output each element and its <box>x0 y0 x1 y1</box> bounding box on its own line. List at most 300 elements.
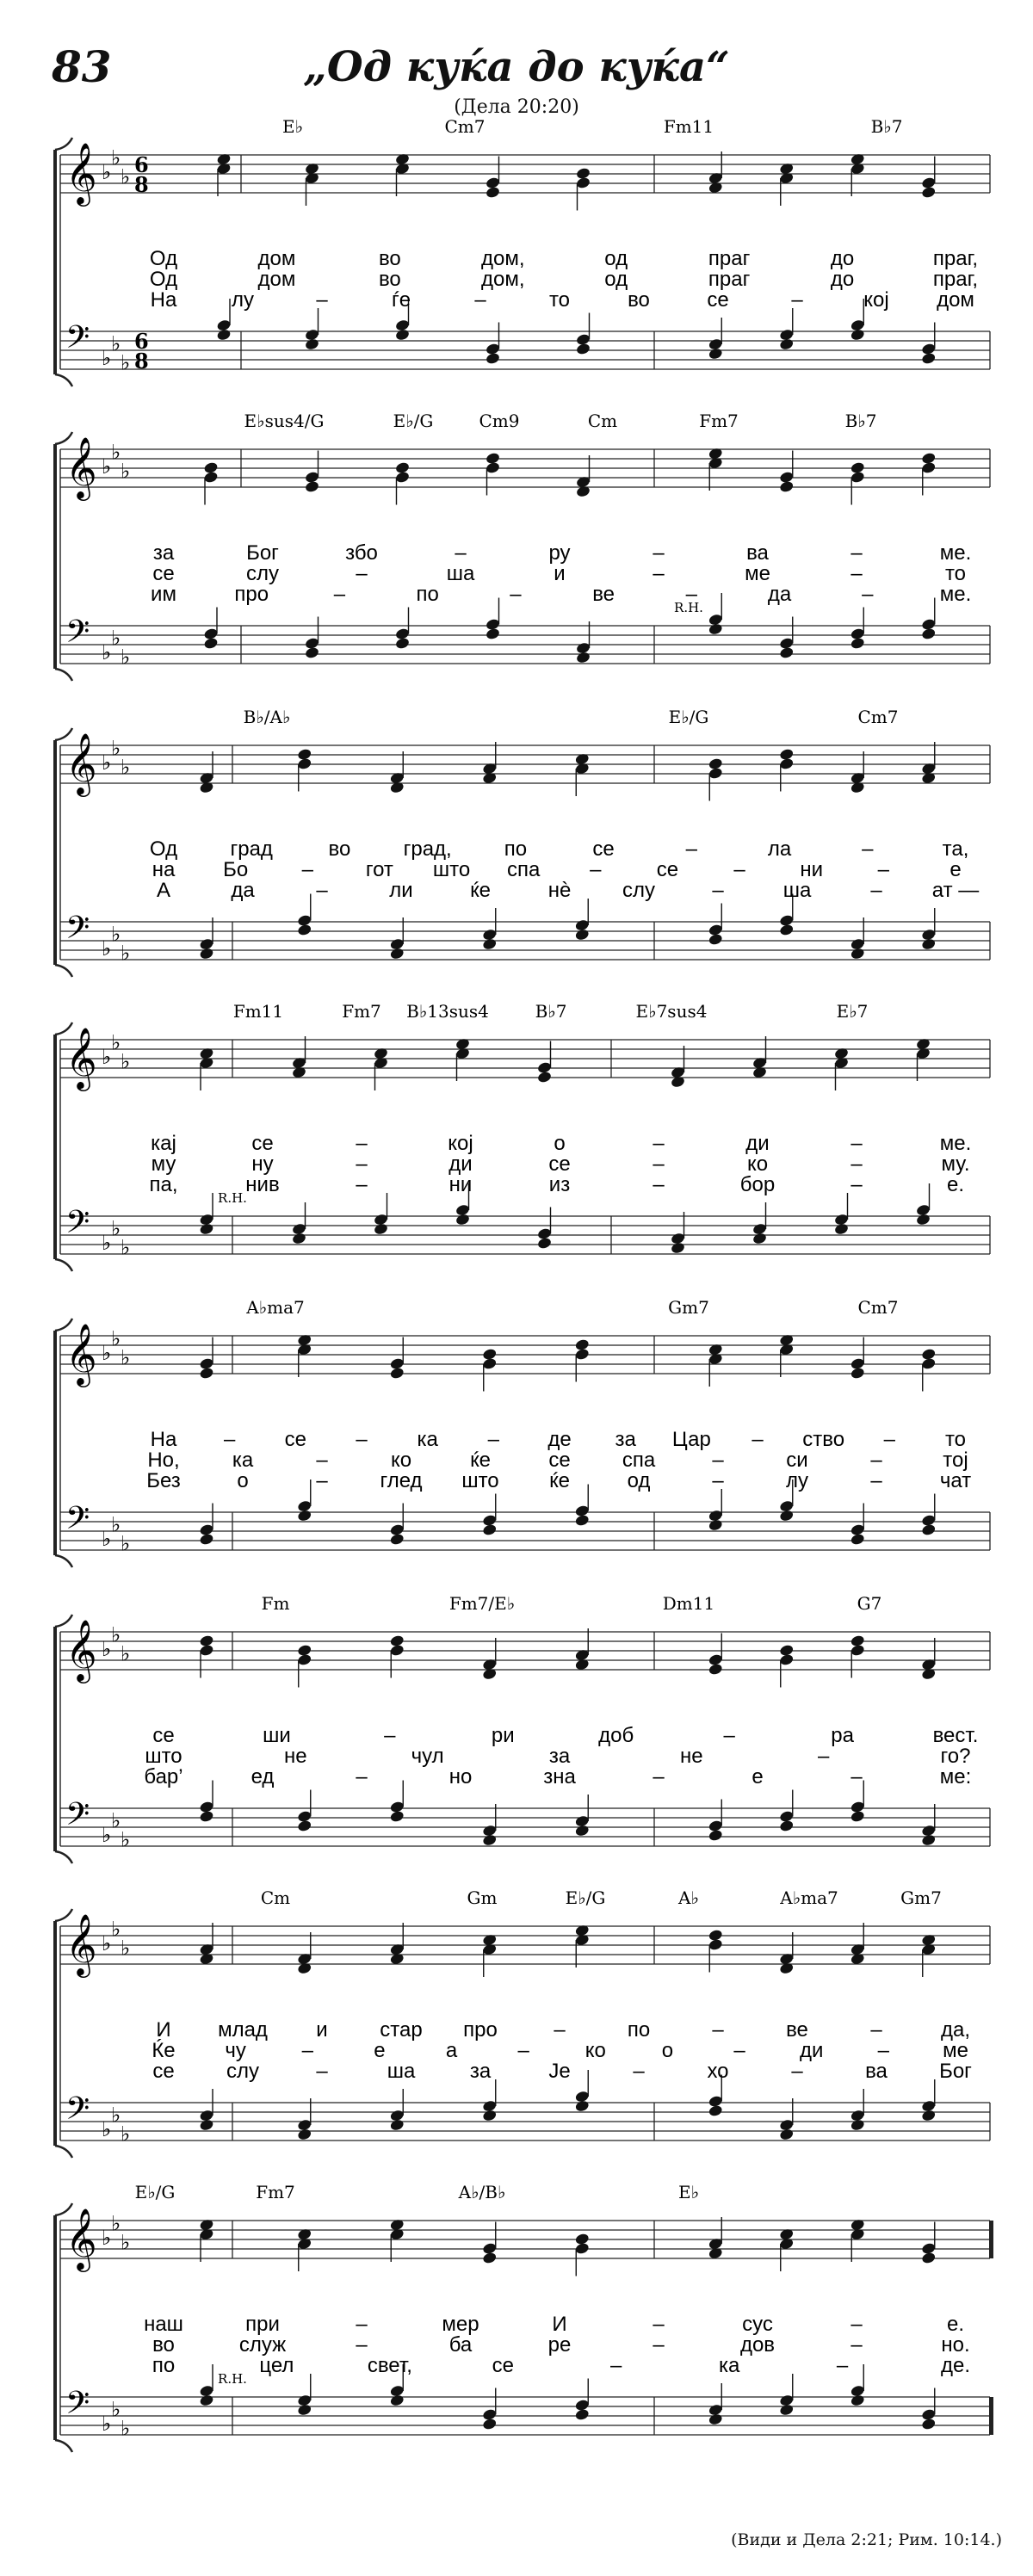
chord-symbol: Cm9 <box>479 411 520 431</box>
treble-notes <box>199 2217 937 2276</box>
lyric-syllable: град, <box>403 837 452 861</box>
lyric-syllable: про <box>234 583 269 606</box>
lyric-syllable: ни <box>800 858 824 881</box>
lyric-syllable: – <box>712 879 724 902</box>
lyric-syllable: ши <box>263 1724 291 1747</box>
lyric-syllable: дом, <box>481 268 525 291</box>
chord-symbol: Cm7 <box>444 116 486 137</box>
lyric-syllable: дов <box>739 2333 776 2357</box>
lyric-syllable: – <box>877 858 890 881</box>
treble-notes <box>199 1628 937 1688</box>
lyric-syllable: – <box>356 2333 368 2357</box>
flat-icon: ♭ <box>121 755 131 780</box>
treble-notes <box>216 151 937 211</box>
lyric-syllable: ди <box>448 1152 473 1176</box>
note-head <box>574 2233 590 2246</box>
lyric-syllable: при <box>245 2313 280 2336</box>
lyric-syllable: Бог <box>246 541 279 565</box>
treble-clef-icon: 𝄞 <box>65 1912 97 1975</box>
chord-symbol: Cm <box>260 1887 291 1908</box>
flat-icon: ♭ <box>121 459 131 484</box>
lyric-syllable: глед <box>380 1469 423 1492</box>
note-head <box>850 1634 865 1647</box>
chord-symbol: Gm7 <box>668 1297 709 1318</box>
note-head <box>305 328 320 341</box>
lyric-syllable: – <box>851 2313 863 2336</box>
note-head <box>779 1499 795 1512</box>
lyric-syllable: им <box>151 583 176 606</box>
lyric-syllable: А <box>156 879 171 902</box>
lyric-syllable: – <box>316 2060 328 2083</box>
lyric-syllable: – <box>510 583 522 606</box>
note-head <box>374 1213 389 1226</box>
lyric-syllable: нѐ <box>547 879 572 902</box>
chord-symbol: B♭/A♭ <box>243 707 291 727</box>
note-head <box>779 914 795 927</box>
flat-icon: ♭ <box>102 936 112 961</box>
lyric-syllable: слу <box>245 562 280 585</box>
chord-symbol: E♭7 <box>836 1001 869 1022</box>
flat-icon: ♭ <box>111 1512 121 1537</box>
lyric-syllable: бар’ <box>144 1765 183 1788</box>
note-head <box>574 1338 590 1351</box>
lyric-syllable: ба <box>448 2333 473 2357</box>
note-head <box>203 461 219 474</box>
chord-symbol: A♭ma7 <box>246 1297 305 1318</box>
lyric-syllable: – <box>487 1428 500 1451</box>
chord-symbol: Fm <box>261 1593 290 1614</box>
treble-staff <box>60 141 990 207</box>
note-head <box>850 627 865 640</box>
chord-symbol: E♭/G <box>393 411 434 431</box>
lyric-syllable: доб <box>598 1724 634 1747</box>
note-head <box>389 2384 405 2397</box>
note-head <box>389 2109 405 2122</box>
lyric-syllable: ме: <box>939 1765 972 1788</box>
lyric-syllable: Бо <box>223 858 249 881</box>
lyric-syllable: – <box>554 2018 566 2042</box>
chord-symbol: E♭ <box>677 2182 700 2202</box>
lyric-syllable: кој <box>448 1132 473 1155</box>
lyric-syllable: – <box>883 1428 896 1451</box>
lyric-syllable: то <box>548 288 571 312</box>
note-head <box>389 1634 405 1647</box>
chord-symbol: Gm <box>467 1887 498 1908</box>
note-head <box>916 1203 931 1216</box>
lyric-syllable: – <box>851 2333 863 2357</box>
note-head <box>574 1504 590 1517</box>
lyric-syllable: во <box>152 2333 175 2357</box>
bracket-hook <box>55 2440 72 2452</box>
lyric-syllable: е <box>752 1765 764 1788</box>
lyric-syllable: но <box>448 1765 473 1788</box>
lyric-syllable: свет, <box>367 2354 412 2377</box>
lyric-syllable: Је <box>548 2060 571 2083</box>
chord-symbol: Gm7 <box>900 1887 942 1908</box>
lyric-syllable: ра <box>831 1724 854 1747</box>
note-head <box>921 2242 937 2255</box>
lyric-syllable: спа <box>622 1449 656 1472</box>
bass-clef-icon: 𝄢 <box>65 1796 90 1840</box>
note-head <box>486 618 501 631</box>
lyric-syllable: млад <box>218 2018 268 2042</box>
note-head <box>671 1232 686 1245</box>
lyric-syllable: се <box>592 837 615 861</box>
lyric-syllable: но. <box>941 2333 970 2357</box>
treble-notes <box>199 742 937 801</box>
lyric-syllable: е. <box>946 2313 965 2336</box>
note-head <box>199 1523 214 1536</box>
flat-icon: ♭ <box>102 1341 112 1365</box>
flat-icon: ♭ <box>111 626 121 651</box>
lyric-syllable: – <box>590 858 602 881</box>
lyric-syllable: што <box>461 1469 499 1492</box>
chord-symbol: Fm7 <box>256 2182 295 2202</box>
chord-symbol: Cm7 <box>857 707 899 727</box>
flat-icon: ♭ <box>111 145 121 170</box>
lyric-syllable: се <box>707 288 729 312</box>
note-head <box>574 2090 590 2103</box>
bracket-hook <box>55 374 72 386</box>
lyric-syllable: ко <box>390 1449 412 1472</box>
scripture-reference: (Дела 20:20) <box>454 96 579 118</box>
lyric-syllable: – <box>356 1428 368 1451</box>
lyric-syllable: хо <box>707 2060 729 2083</box>
lyric-syllable: – <box>870 2018 882 2042</box>
lyric-syllable: – <box>817 1745 830 1768</box>
lyric-syllable: – <box>851 1132 863 1155</box>
lyric-syllable: ва <box>746 541 769 565</box>
flat-icon: ♭ <box>121 941 131 966</box>
lyric-syllable: – <box>653 1152 665 1176</box>
flat-icon: ♭ <box>102 454 112 479</box>
lyric-syllable: из <box>548 1173 571 1196</box>
lyric-syllable: до <box>830 247 855 270</box>
note-head <box>297 1499 312 1512</box>
time-signature-top: 6 <box>134 329 149 354</box>
treble-staff <box>60 1912 990 1978</box>
lyric-syllable: – <box>316 1469 328 1492</box>
lyric-syllable: Цар <box>671 1428 711 1451</box>
lyric-syllable: И <box>156 2018 171 2042</box>
note-head <box>708 2095 723 2108</box>
lyric-syllable: – <box>870 1449 882 1472</box>
note-head <box>921 1514 937 1527</box>
note-head <box>921 1824 937 1837</box>
note-head <box>305 471 320 484</box>
lyric-syllable: за <box>152 541 175 565</box>
lyric-syllable: – <box>870 1469 882 1492</box>
lyric-syllable: ат — <box>931 879 980 902</box>
bass-clef-icon: 𝄢 <box>65 2091 90 2134</box>
lyric-syllable: му. <box>941 1152 970 1176</box>
note-head <box>199 2384 214 2397</box>
flat-icon: ♭ <box>111 1917 121 1942</box>
note-head <box>576 333 591 346</box>
lyric-syllable: ни <box>448 1173 473 1196</box>
lyric-syllable: Од <box>149 268 178 291</box>
flat-icon: ♭ <box>121 1641 131 1666</box>
lyric-syllable: ва <box>865 2060 888 2083</box>
lyric-syllable: не <box>680 1745 703 1768</box>
lyric-syllable: – <box>851 1765 863 1788</box>
lyric-syllable: се <box>251 1132 274 1155</box>
lyric-syllable: слу <box>622 879 656 902</box>
flat-icon: ♭ <box>121 1936 131 1961</box>
chord-symbol: Fm11 <box>232 1001 284 1022</box>
lyric-syllable: ме <box>943 2039 968 2062</box>
chord-symbol: A♭ma7 <box>780 1887 838 1908</box>
lyric-syllable: – <box>653 541 665 565</box>
flat-icon: ♭ <box>111 736 121 761</box>
flat-icon: ♭ <box>111 1030 121 1055</box>
treble-staff <box>60 732 990 797</box>
note-head <box>297 2118 312 2131</box>
note-head <box>199 1357 214 1370</box>
note-head <box>708 1819 723 1832</box>
note-head <box>199 937 214 950</box>
chord-symbol: Fm7/E♭ <box>448 1593 516 1614</box>
note-head <box>482 1824 498 1837</box>
bass-staff <box>60 319 990 375</box>
lyric-syllable: На <box>150 288 177 312</box>
lyric-syllable: – <box>685 837 698 861</box>
note-head <box>921 618 937 631</box>
lyric-syllable: што <box>432 858 471 881</box>
note-head <box>389 1523 405 1536</box>
lyric-syllable: ре <box>547 2333 572 2357</box>
treble-clef-icon: 𝄞 <box>65 436 97 498</box>
bass-clef-icon: 𝄢 <box>65 319 90 363</box>
note-head <box>482 2099 498 2112</box>
lyric-syllable: Бог <box>939 2060 972 2083</box>
lyric-syllable: праг <box>708 268 751 291</box>
lyric-syllable: – <box>851 1152 863 1176</box>
lyric-syllable: зна <box>543 1765 576 1788</box>
chord-symbol: B♭13sus4 <box>406 1001 489 1022</box>
note-head <box>779 748 795 761</box>
note-head <box>850 1523 865 1536</box>
lyric-syllable: – <box>752 1428 764 1451</box>
note-head <box>574 918 590 931</box>
lyric-syllable: – <box>356 2313 368 2336</box>
note-head <box>708 1929 723 1942</box>
footnote: (Види и Дела 2:21; Рим. 10:14.) <box>731 2530 1002 2549</box>
lyric-syllable: и <box>554 562 566 585</box>
lyric-syllable: за <box>548 1745 571 1768</box>
bass-staff <box>60 1204 990 1260</box>
chord-symbol: Cm <box>587 411 618 431</box>
lyric-syllable: ме. <box>939 583 972 606</box>
bass-staff <box>60 1796 990 1852</box>
time-signature-bottom: 8 <box>134 349 149 374</box>
lyric-syllable: во <box>328 837 351 861</box>
treble-clef-icon: 𝄞 <box>65 1026 97 1089</box>
note-head <box>574 2399 590 2412</box>
lyric-syllable: тој <box>943 1449 968 1472</box>
note-head <box>850 2109 865 2122</box>
lyric-syllable: ша <box>446 562 475 585</box>
lyric-syllable: се <box>656 858 679 881</box>
note-head <box>708 613 723 626</box>
chord-symbol: B♭7 <box>870 116 903 137</box>
lyric-syllable: ед <box>251 1765 275 1788</box>
lyric-syllable: се <box>284 1428 307 1451</box>
treble-notes <box>203 447 937 504</box>
lyric-syllable: ве <box>786 2018 808 2042</box>
lyric-syllable: – <box>712 1469 724 1492</box>
lyric-syllable: – <box>653 1765 665 1788</box>
lyric-syllable: – <box>851 541 863 565</box>
lyric-syllable: се <box>548 1449 571 1472</box>
flat-icon: ♭ <box>121 1531 131 1556</box>
right-hand-mark: R.H. <box>674 600 703 615</box>
lyric-syllable: нив <box>245 1173 280 1196</box>
lyric-syllable: збо <box>345 541 378 565</box>
chord-symbol: E♭/G <box>134 2182 176 2202</box>
flat-icon: ♭ <box>121 645 131 670</box>
lyric-syllable: од <box>604 268 628 291</box>
chord-symbol: E♭7sus4 <box>635 1001 708 1022</box>
time-signature-top: 6 <box>134 152 149 177</box>
lyric-syllable: – <box>870 879 882 902</box>
flat-icon: ♭ <box>111 440 121 465</box>
chord-symbol: Fm11 <box>663 116 714 137</box>
bass-notes <box>199 2364 937 2431</box>
lyric-syllable: праг, <box>932 247 979 270</box>
lyric-syllable: праг, <box>932 268 979 291</box>
lyric-syllable: – <box>356 1173 368 1196</box>
chord-symbol: E♭ <box>281 116 304 137</box>
bracket-hook <box>55 1259 72 1271</box>
chord-symbol: G7 <box>857 1593 882 1614</box>
bracket-hook <box>55 669 72 681</box>
note-head <box>850 937 865 950</box>
final-barline <box>989 2397 993 2435</box>
lyric-syllable: од <box>604 247 628 270</box>
note-head <box>921 2408 937 2421</box>
lyric-syllable: ка <box>232 1449 254 1472</box>
note-head <box>708 1653 723 1666</box>
lyric-syllable: спа <box>507 858 541 881</box>
note-head <box>708 337 723 350</box>
note-head <box>297 914 312 927</box>
flat-icon: ♭ <box>102 160 112 184</box>
lyric-syllable: – <box>877 2039 890 2062</box>
lyric-syllable: – <box>316 1449 328 1472</box>
lyric-syllable: ла <box>767 837 792 861</box>
lyric-syllable: праг <box>708 247 751 270</box>
bass-staff <box>60 614 990 670</box>
treble-clef-icon: 𝄞 <box>65 2207 97 2270</box>
lyric-syllable: по <box>416 583 439 606</box>
bass-notes <box>203 593 937 664</box>
lyric-syllable: да <box>231 879 255 902</box>
lyric-syllable: слу <box>226 2060 260 2083</box>
flat-icon: ♭ <box>111 1326 121 1351</box>
note-head <box>779 471 795 484</box>
lyric-syllable: ме. <box>939 541 972 565</box>
note-head <box>199 1634 214 1647</box>
lyric-syllable: на <box>152 858 176 881</box>
lyric-syllable: ќе <box>549 1469 570 1492</box>
flat-icon: ♭ <box>102 1931 112 1955</box>
lyric-syllable: – <box>653 1173 665 1196</box>
note-head <box>199 1801 214 1813</box>
treble-notes <box>199 1923 937 1977</box>
lyric-syllable: град <box>230 837 273 861</box>
chord-symbol: Cm7 <box>857 1297 899 1318</box>
lyric-syllable: кај <box>151 1132 176 1155</box>
lyric-syllable: да, <box>940 2018 971 2042</box>
lyric-syllable: е. <box>946 1173 965 1196</box>
lyric-syllable: дом <box>257 268 296 291</box>
lyric-syllable: се <box>152 2060 175 2083</box>
treble-clef-icon: 𝄞 <box>65 1322 97 1385</box>
chord-symbol: E♭sus4/G <box>244 411 325 431</box>
lyric-syllable: за <box>469 2060 492 2083</box>
lyric-syllable: то <box>944 1428 967 1451</box>
flat-icon: ♭ <box>102 346 112 370</box>
lyric-syllable: – <box>851 562 863 585</box>
lyric-syllable: е <box>949 858 962 881</box>
lyric-syllable: – <box>356 562 368 585</box>
flat-icon: ♭ <box>121 350 131 375</box>
lyric-syllable: дом <box>937 288 974 312</box>
lyric-syllable: – <box>653 1132 665 1155</box>
flat-icon: ♭ <box>111 1216 121 1241</box>
lyric-syllable: што <box>145 1745 182 1768</box>
song-title: „Од куќа до куќа“ <box>303 43 730 91</box>
note-head <box>708 757 723 770</box>
lyric-syllable: то <box>944 562 967 585</box>
treble-clef-icon: 𝄞 <box>65 1618 97 1681</box>
lyric-syllable: та, <box>942 837 969 861</box>
note-head <box>850 461 865 474</box>
lyric-syllable: – <box>836 2354 849 2377</box>
lyric-syllable: – <box>223 1428 236 1451</box>
lyric-syllable: ко <box>746 1152 769 1176</box>
flat-icon: ♭ <box>111 2103 121 2128</box>
note-head <box>708 1509 723 1522</box>
lyric-syllable: чул <box>411 1745 444 1768</box>
lyric-syllable: вест. <box>932 1724 979 1747</box>
flat-icon: ♭ <box>102 1231 112 1255</box>
note-head <box>537 1061 553 1074</box>
lyric-syllable: – <box>610 2354 622 2377</box>
lyric-syllable: – <box>733 858 745 881</box>
flat-icon: ♭ <box>102 1045 112 1069</box>
note-head <box>779 328 795 341</box>
lyric-syllable: – <box>851 1173 863 1196</box>
lyric-syllable: ка <box>718 2354 740 2377</box>
note-head <box>297 2394 312 2406</box>
lyric-syllable: – <box>301 858 313 881</box>
note-head <box>779 2118 795 2131</box>
chord-symbol: B♭7 <box>535 1001 567 1022</box>
lyric-syllable: е <box>374 2039 386 2062</box>
bass-staff <box>60 1500 990 1556</box>
flat-icon: ♭ <box>102 751 112 775</box>
note-head <box>482 1348 498 1361</box>
note-head <box>199 1213 214 1226</box>
note-head <box>921 928 937 941</box>
lyric-syllable: – <box>356 1152 368 1176</box>
note-head <box>850 2384 865 2397</box>
lyric-syllable: ме. <box>939 1132 972 1155</box>
lyric-syllable: во <box>628 288 650 312</box>
lyric-syllable: си <box>786 1449 808 1472</box>
